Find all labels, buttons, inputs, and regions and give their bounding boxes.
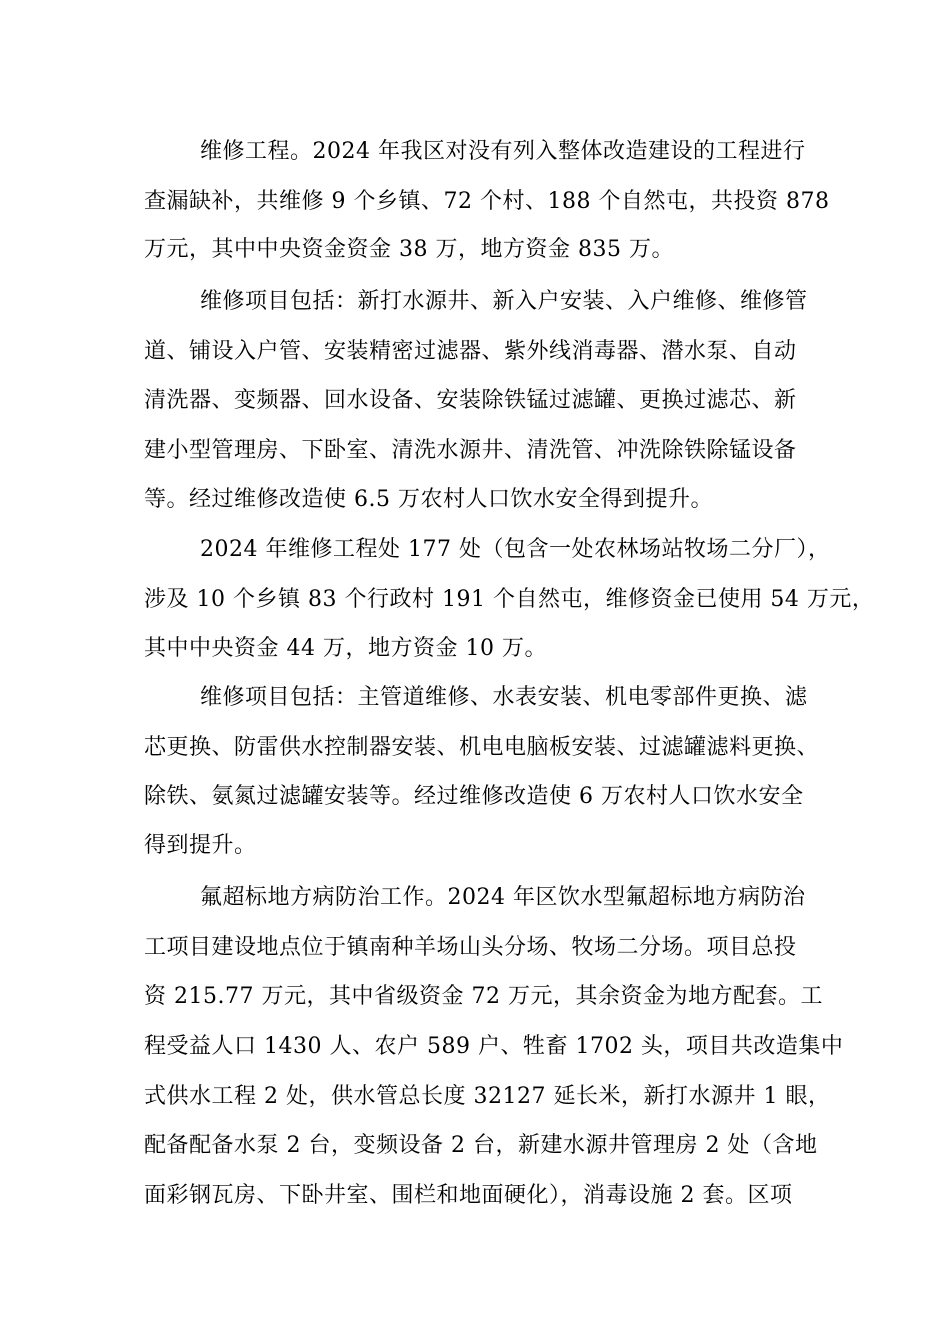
paragraph-2-line-2: 道、铺设入户管、安装精密过滤器、紫外线消毒器、潜水泵、自动 <box>144 339 797 364</box>
paragraph-2-line-3: 清洗器、变频器、回水设备、安装除铁锰过滤罐、更换过滤芯、新 <box>144 388 797 413</box>
paragraph-5-line-5: 式供水工程 2 处，供水管总长度 32127 延长米，新打水源井 1 眼， <box>144 1084 831 1109</box>
paragraph-4-line-1: 维修项目包括：主管道维修、水表安装、机电零部件更换、滤 <box>200 685 808 710</box>
paragraph-1-line-3: 万元，其中中央资金资金 38 万，地方资金 835 万。 <box>144 237 674 262</box>
paragraph-5-line-7: 面彩钢瓦房、下卧井室、围栏和地面硬化），消毒设施 2 套。区项 <box>144 1183 793 1208</box>
paragraph-4-line-4: 得到提升。 <box>144 833 257 858</box>
paragraph-1-line-1: 维修工程。2024 年我区对没有列入整体改造建设的工程进行 <box>200 139 806 164</box>
paragraph-4-line-2: 芯更换、防雷供水控制器安装、机电电脑板安装、过滤罐滤料更换、 <box>144 735 820 760</box>
paragraph-5-line-1: 氟超标地方病防治工作。2024 年区饮水型氟超标地方病防治 <box>200 885 806 910</box>
paragraph-2-line-1: 维修项目包括：新打水源井、新入户安装、入户维修、维修管 <box>200 289 808 314</box>
paragraph-3-line-1: 2024 年维修工程处 177 处（包含一处农林场站牧场二分厂）， <box>200 537 831 562</box>
paragraph-5-line-6: 配备配备水泵 2 台，变频设备 2 台，新建水源井管理房 2 处（含地 <box>144 1133 818 1158</box>
paragraph-2-line-5: 等。经过维修改造使 6.5 万农村人口饮水安全得到提升。 <box>144 487 713 512</box>
paragraph-5-line-3: 资 215.77 万元，其中省级资金 72 万元，其余资金为地方配套。工 <box>144 984 823 1009</box>
paragraph-1-line-2: 查漏缺补，共维修 9 个乡镇、72 个村、188 个自然屯，共投资 878 <box>144 189 830 214</box>
paragraph-5-line-2: 工项目建设地点位于镇南种羊场山头分场、牧场二分场。项目总投 <box>144 935 797 960</box>
paragraph-3-line-2: 涉及 10 个乡镇 83 个行政村 191 个自然屯，维修资金已使用 54 万元， <box>144 587 875 612</box>
paragraph-4-line-3: 除铁、氨氮过滤罐安装等。经过维修改造使 6 万农村人口饮水安全 <box>144 784 804 809</box>
paragraph-3-line-3: 其中中央资金 44 万，地方资金 10 万。 <box>144 636 547 661</box>
paragraph-5-line-4: 程受益人口 1430 人、农户 589 户、牲畜 1702 头，项目共改造集中 <box>144 1034 844 1059</box>
paragraph-2-line-4: 建小型管理房、下卧室、清洗水源井、清洗管、冲洗除铁除锰设备 <box>144 438 797 463</box>
